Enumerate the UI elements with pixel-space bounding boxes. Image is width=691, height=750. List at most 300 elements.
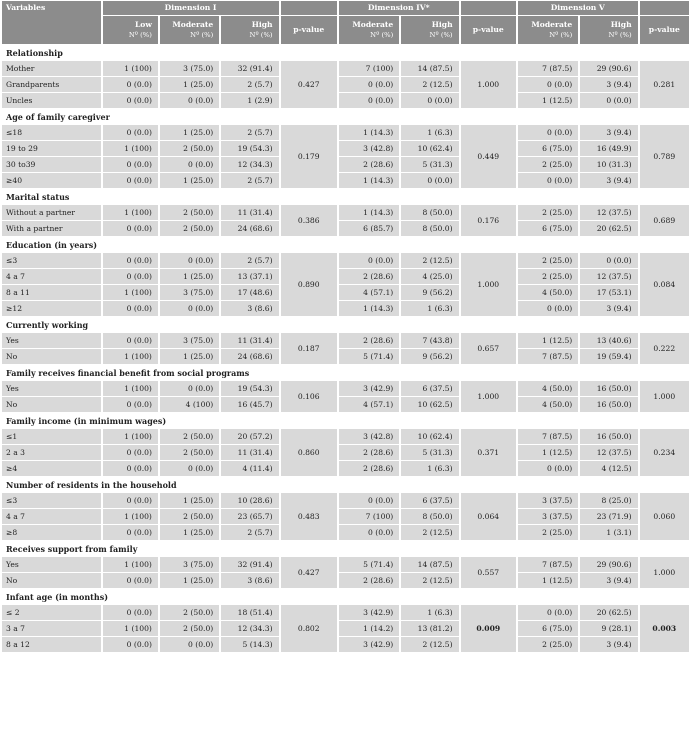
section-row [2,477,689,492]
d4-cell: 0 (0.0) [339,77,399,92]
table-row [2,349,689,364]
d4-cell: 2 (28.6) [339,157,399,172]
d4-cell: 1 (14.3) [339,125,399,140]
d5-cell: 20 (62.5) [580,605,637,620]
d1-cell: 0 (0.0) [103,221,158,236]
table-row [2,493,689,508]
d4-cell: 5 (71.4) [339,349,399,364]
d1-cell: 1 (100) [103,349,158,364]
d4-cell: 0 (0.0) [339,525,399,540]
d5-cell: 0 (0.0) [518,77,578,92]
d4-cell: 1 (14.3) [339,173,399,188]
section-title: Marital status [2,189,689,204]
d5-cell: 0 (0.0) [518,605,578,620]
table-row [2,605,689,620]
row-label: 8 a 12 [2,637,101,652]
d1-cell: 32 (91.4) [221,61,278,76]
d4-cell: 0 (0.0) [339,253,399,268]
d4-cell: 2 (12.5) [401,637,458,652]
d1-cell: 3 (75.0) [160,285,219,300]
row-label: 4 a 7 [2,509,101,524]
d1-cell: 1 (100) [103,285,158,300]
section-title: Age of family caregiver [2,109,689,124]
d1-cell: 3 (75.0) [160,557,219,572]
dimension-1-spacer [281,1,337,15]
d1-pvalue: 0.860 [281,429,337,476]
d5-cell: 3 (9.4) [580,173,637,188]
d5-pvalue-header: p-value [640,16,689,44]
d1-cell: 1 (25.0) [160,77,219,92]
d5-cell: 8 (25.0) [580,493,637,508]
d4-cell: 14 (87.5) [401,61,458,76]
d5-cell: 1 (12.5) [518,93,578,108]
d5-cell: 3 (9.4) [580,573,637,588]
table-row [2,621,689,636]
d1-cell: 2 (50.0) [160,445,219,460]
d1-cell: 0 (0.0) [160,253,219,268]
row-label: ≥12 [2,301,101,316]
d5-cell: 0 (0.0) [518,461,578,476]
d4-pvalue: 0.371 [461,429,516,476]
table-row [2,61,689,76]
d1-pvalue: 0.179 [281,125,337,188]
d4-cell: 7 (100) [339,509,399,524]
d1-cell: 1 (25.0) [160,269,219,284]
d1-cell: 2 (50.0) [160,221,219,236]
table-row [2,381,689,396]
row-label: 3 a 7 [2,621,101,636]
section-row [2,189,689,204]
d4-cell: 4 (25.0) [401,269,458,284]
d5-cell: 9 (28.1) [580,621,637,636]
d5-cell: 20 (62.5) [580,221,637,236]
d5-cell: 17 (53.1) [580,285,637,300]
section-row [2,317,689,332]
d5-cell: 12 (37.5) [580,205,637,220]
d5-cell: 4 (12.5) [580,461,637,476]
d5-cell: 7 (87.5) [518,349,578,364]
d4-cell: 2 (12.5) [401,77,458,92]
d1-cell: 0 (0.0) [160,157,219,172]
d1-cell: 1 (25.0) [160,125,219,140]
d4-cell: 1 (14.3) [339,205,399,220]
row-label: ≤ 2 [2,605,101,620]
d5-pvalue: 0.222 [640,333,689,364]
d4-cell: 10 (62.4) [401,429,458,444]
d4-cell: 9 (56.2) [401,285,458,300]
d1-cell: 0 (0.0) [103,573,158,588]
d4-cell: 0 (0.0) [401,173,458,188]
d4-cell: 8 (50.0) [401,509,458,524]
d1-cell: 4 (100) [160,397,219,412]
d4-pvalue: 1.000 [461,61,516,108]
d1-cell: 0 (0.0) [160,301,219,316]
table-row [2,557,689,572]
d1-cell: 19 (54.3) [221,141,278,156]
d4-cell: 2 (28.6) [339,269,399,284]
d1-cell: 1 (25.0) [160,525,219,540]
d1-pvalue-header: p-value [281,16,337,44]
d1-cell: 0 (0.0) [103,77,158,92]
d4-cell: 7 (43.8) [401,333,458,348]
section-row [2,541,689,556]
d1-cell: 10 (28.6) [221,493,278,508]
row-label: Grandparents [2,77,101,92]
d5-cell: 16 (50.0) [580,429,637,444]
d1-cell: 20 (57.2) [221,429,278,444]
d5-cell: 3 (9.4) [580,301,637,316]
d1-pvalue: 0.802 [281,605,337,652]
d1-cell: 3 (75.0) [160,333,219,348]
table-row [2,253,689,268]
d4-cell: 13 (81.2) [401,621,458,636]
d1-cell: 16 (45.7) [221,397,278,412]
d5-pvalue: 0.003 [640,605,689,652]
table-row [2,125,689,140]
d1-cell: 0 (0.0) [160,461,219,476]
d4-cell: 8 (50.0) [401,221,458,236]
d4-moderate-header: Moderate Nº (%) [339,16,399,44]
d1-cell: 24 (68.6) [221,221,278,236]
table-row [2,333,689,348]
table-row [2,285,689,300]
d5-cell: 4 (50.0) [518,285,578,300]
d1-cell: 0 (0.0) [160,93,219,108]
d4-high-header: High Nº (%) [401,16,458,44]
row-label: ≤1 [2,429,101,444]
d4-cell: 10 (62.4) [401,141,458,156]
section-title: Receives support from family [2,541,689,556]
d4-cell: 2 (12.5) [401,525,458,540]
d4-cell: 5 (71.4) [339,557,399,572]
section-title: Currently working [2,317,689,332]
d5-pvalue: 0.060 [640,493,689,540]
d1-cell: 3 (75.0) [160,61,219,76]
d1-pvalue: 0.427 [281,557,337,588]
d4-cell: 5 (31.3) [401,157,458,172]
row-label: Uncles [2,93,101,108]
section-row [2,413,689,428]
d5-cell: 2 (25.0) [518,525,578,540]
d4-cell: 1 (6.3) [401,301,458,316]
d1-cell: 4 (11.4) [221,461,278,476]
row-label: Yes [2,557,101,572]
row-label: 4 a 7 [2,269,101,284]
d5-cell: 7 (87.5) [518,429,578,444]
d1-cell: 0 (0.0) [103,637,158,652]
table-row [2,525,689,540]
dimension-4-header: Dimension IV* [339,1,459,15]
d4-cell: 4 (57.1) [339,285,399,300]
d1-pvalue: 0.106 [281,381,337,412]
d4-cell: 6 (37.5) [401,381,458,396]
d5-cell: 1 (12.5) [518,333,578,348]
d1-cell: 0 (0.0) [103,493,158,508]
table-row [2,429,689,444]
d5-cell: 3 (9.4) [580,77,637,92]
d5-cell: 12 (37.5) [580,445,637,460]
d1-cell: 3 (8.6) [221,573,278,588]
section-title: Family receives financial benefit from social programs [2,365,689,380]
d5-cell: 3 (37.5) [518,509,578,524]
d1-cell: 1 (100) [103,429,158,444]
d1-pvalue: 0.890 [281,253,337,316]
d5-cell: 3 (9.4) [580,637,637,652]
d5-cell: 12 (37.5) [580,269,637,284]
d1-cell: 1 (100) [103,205,158,220]
section-row [2,365,689,380]
d4-cell: 3 (42.9) [339,605,399,620]
d1-cell: 0 (0.0) [160,637,219,652]
row-label: 19 to 29 [2,141,101,156]
d1-cell: 1 (100) [103,557,158,572]
row-label: Mother [2,61,101,76]
d5-cell: 29 (90.6) [580,61,637,76]
d4-cell: 1 (6.3) [401,605,458,620]
d1-cell: 2 (50.0) [160,509,219,524]
section-row [2,109,689,124]
d4-pvalue-header: p-value [461,16,516,44]
d1-cell: 1 (100) [103,621,158,636]
d1-cell: 19 (54.3) [221,381,278,396]
d5-cell: 2 (25.0) [518,253,578,268]
dimension-5-spacer [640,1,689,15]
d1-cell: 0 (0.0) [103,525,158,540]
table-row [2,205,689,220]
d1-cell: 3 (8.6) [221,301,278,316]
table-row [2,173,689,188]
d4-cell: 14 (87.5) [401,557,458,572]
table-row [2,445,689,460]
section-title: Number of residents in the household [2,477,689,492]
d5-pvalue: 0.084 [640,253,689,316]
d4-pvalue: 0.176 [461,205,516,236]
d1-cell: 1 (25.0) [160,349,219,364]
d5-cell: 0 (0.0) [580,253,637,268]
d4-pvalue: 1.000 [461,381,516,412]
d1-cell: 0 (0.0) [103,333,158,348]
d5-pvalue: 0.789 [640,125,689,188]
row-label: 8 a 11 [2,285,101,300]
d5-cell: 7 (87.5) [518,557,578,572]
d4-cell: 7 (100) [339,61,399,76]
d4-cell: 2 (28.6) [339,461,399,476]
d1-pvalue: 0.386 [281,205,337,236]
d1-cell: 1 (100) [103,381,158,396]
d1-cell: 1 (100) [103,509,158,524]
variables-header: Variables [2,1,101,44]
d4-cell: 9 (56.2) [401,349,458,364]
d1-cell: 1 (25.0) [160,173,219,188]
d1-cell: 0 (0.0) [103,157,158,172]
row-label: Yes [2,381,101,396]
d1-cell: 1 (25.0) [160,573,219,588]
d4-cell: 1 (6.3) [401,125,458,140]
row-label: ≥40 [2,173,101,188]
d5-cell: 0 (0.0) [518,125,578,140]
d1-cell: 5 (14.3) [221,637,278,652]
d4-cell: 1 (6.3) [401,461,458,476]
d1-cell: 11 (31.4) [221,333,278,348]
row-label: No [2,573,101,588]
d1-cell: 23 (65.7) [221,509,278,524]
d1-cell: 2 (50.0) [160,621,219,636]
d4-cell: 0 (0.0) [401,93,458,108]
d5-cell: 19 (59.4) [580,349,637,364]
d1-cell: 11 (31.4) [221,205,278,220]
d1-cell: 0 (0.0) [103,173,158,188]
row-label: With a partner [2,221,101,236]
d5-cell: 1 (3.1) [580,525,637,540]
d1-cell: 2 (5.7) [221,525,278,540]
d1-cell: 0 (0.0) [103,269,158,284]
dimension-4-spacer [461,1,516,15]
d4-cell: 3 (42.8) [339,429,399,444]
row-label: ≤3 [2,493,101,508]
d1-cell: 2 (5.7) [221,253,278,268]
d5-cell: 6 (75.0) [518,141,578,156]
d4-cell: 3 (42.9) [339,637,399,652]
d4-pvalue: 0.657 [461,333,516,364]
d1-cell: 1 (100) [103,141,158,156]
table-row [2,301,689,316]
d4-cell: 2 (28.6) [339,445,399,460]
d4-cell: 3 (42.9) [339,381,399,396]
d1-cell: 1 (2.9) [221,93,278,108]
d5-cell: 23 (71.9) [580,509,637,524]
section-row [2,589,689,604]
d1-cell: 0 (0.0) [103,125,158,140]
d5-cell: 0 (0.0) [580,93,637,108]
row-label: ≥8 [2,525,101,540]
table-row [2,397,689,412]
d4-cell: 0 (0.0) [339,93,399,108]
d5-pvalue: 0.281 [640,61,689,108]
d4-pvalue: 0.064 [461,493,516,540]
table-row [2,141,689,156]
d5-pvalue: 0.689 [640,205,689,236]
d5-pvalue: 1.000 [640,557,689,588]
d5-moderate-header: Moderate Nº (%) [518,16,578,44]
d1-cell: 2 (5.7) [221,173,278,188]
d4-cell: 6 (37.5) [401,493,458,508]
d4-cell: 2 (28.6) [339,573,399,588]
d4-cell: 1 (14.3) [339,301,399,316]
d4-cell: 2 (12.5) [401,573,458,588]
d5-cell: 16 (50.0) [580,397,637,412]
d5-cell: 0 (0.0) [518,173,578,188]
d1-pvalue: 0.187 [281,333,337,364]
d5-cell: 29 (90.6) [580,557,637,572]
d4-pvalue: 0.009 [461,605,516,652]
d5-cell: 4 (50.0) [518,381,578,396]
table-row [2,461,689,476]
section-title: Family income (in minimum wages) [2,413,689,428]
d1-cell: 2 (50.0) [160,429,219,444]
d1-cell: 32 (91.4) [221,557,278,572]
d1-cell: 0 (0.0) [103,253,158,268]
d4-cell: 10 (62.5) [401,397,458,412]
d4-cell: 3 (42.8) [339,141,399,156]
table-header [2,1,689,44]
d1-cell: 0 (0.0) [103,301,158,316]
d5-cell: 6 (75.0) [518,621,578,636]
d4-pvalue: 0.449 [461,125,516,188]
section-row [2,45,689,60]
d4-cell: 8 (50.0) [401,205,458,220]
d5-pvalue: 0.234 [640,429,689,476]
table-row [2,509,689,524]
d5-cell: 6 (75.0) [518,221,578,236]
d1-cell: 24 (68.6) [221,349,278,364]
dimension-5-header: Dimension V [518,1,638,15]
d1-moderate-header: Moderate Nº (%) [160,16,219,44]
d5-cell: 2 (25.0) [518,637,578,652]
d4-pvalue: 1.000 [461,253,516,316]
d1-cell: 2 (5.7) [221,77,278,92]
d4-cell: 2 (28.6) [339,333,399,348]
d1-cell: 12 (34.3) [221,621,278,636]
d1-cell: 1 (25.0) [160,493,219,508]
d5-cell: 0 (0.0) [518,301,578,316]
row-label: No [2,349,101,364]
table-row [2,637,689,652]
row-label: 2 a 3 [2,445,101,460]
d1-cell: 1 (100) [103,61,158,76]
row-label: No [2,397,101,412]
d1-cell: 0 (0.0) [160,381,219,396]
d1-pvalue: 0.483 [281,493,337,540]
d1-cell: 0 (0.0) [103,445,158,460]
d5-cell: 13 (40.6) [580,333,637,348]
d1-cell: 18 (51.4) [221,605,278,620]
d4-cell: 4 (57.1) [339,397,399,412]
row-label: ≤3 [2,253,101,268]
table-row [2,77,689,92]
d5-cell: 2 (25.0) [518,157,578,172]
row-label: 30 to39 [2,157,101,172]
d1-pvalue: 0.427 [281,61,337,108]
d5-cell: 2 (25.0) [518,205,578,220]
d5-cell: 1 (12.5) [518,445,578,460]
d5-cell: 2 (25.0) [518,269,578,284]
d4-pvalue: 0.557 [461,557,516,588]
d1-cell: 13 (37.1) [221,269,278,284]
d1-cell: 17 (48.6) [221,285,278,300]
d1-cell: 2 (5.7) [221,125,278,140]
table-row [2,157,689,172]
d5-cell: 3 (9.4) [580,125,637,140]
d5-cell: 3 (37.5) [518,493,578,508]
table-row [2,573,689,588]
d4-cell: 5 (31.3) [401,445,458,460]
d4-cell: 6 (85.7) [339,221,399,236]
row-label: ≤18 [2,125,101,140]
table-body [2,45,689,652]
d1-low-header: Low Nº (%) [103,16,158,44]
d5-high-header: High Nº (%) [580,16,637,44]
d1-cell: 2 (50.0) [160,205,219,220]
row-label: Yes [2,333,101,348]
section-row [2,237,689,252]
d1-cell: 11 (31.4) [221,445,278,460]
row-label: Without a partner [2,205,101,220]
section-title: Education (in years) [2,237,689,252]
d1-cell: 0 (0.0) [103,397,158,412]
row-label: ≥4 [2,461,101,476]
d4-cell: 0 (0.0) [339,493,399,508]
d1-cell: 0 (0.0) [103,605,158,620]
